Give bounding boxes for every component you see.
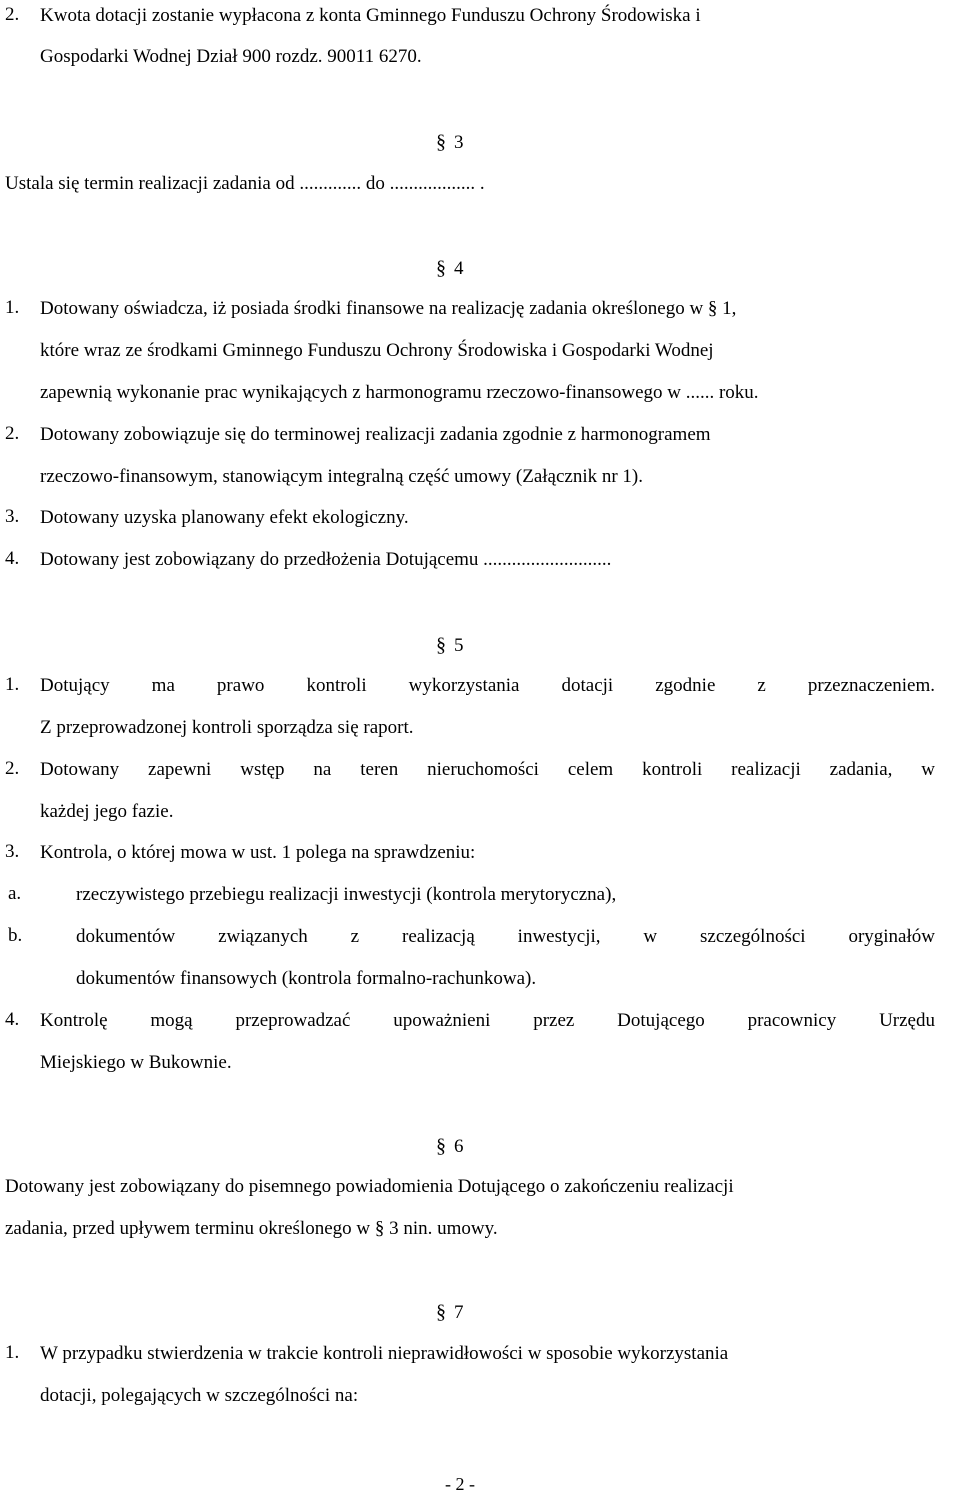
item-number: 1. (5, 674, 20, 695)
paragraph-line: zadania, przed upływem terminu określonego w § 3 nin. umowy. (5, 1218, 498, 1239)
paragraph-line: rzeczowo-finansowym, stanowiącym integralną część umowy (Załącznik nr 1). (40, 466, 644, 487)
section-symbol: § (436, 1301, 446, 1323)
paragraph-line: Miejskiego w Bukownie. (40, 1052, 232, 1073)
paragraph-line: dokumentów związanych z realizacją inwestycji, w szczególności oryginałów (76, 926, 935, 947)
section-symbol: § (436, 257, 446, 279)
paragraph-line: Z przeprowadzonej kontroli sporządza się raport. (40, 717, 414, 738)
paragraph-line: Dotowany uzyska planowany efekt ekologiczny. (40, 507, 409, 528)
section-number: 5 (454, 635, 464, 656)
paragraph-line: Dotowany zapewni wstęp na teren nieruchomości celem kontroli realizacji zadania, w (40, 759, 935, 780)
section-heading-6 (436, 1134, 464, 1159)
item-number: 4. (5, 548, 20, 569)
item-number: 1. (5, 297, 20, 318)
section-number: 3 (454, 132, 464, 153)
paragraph-line: Dotowany oświadcza, iż posiada środki finansowe na realizację zadania określonego w § 1, (40, 298, 737, 319)
paragraph-line: Ustala się termin realizacji zadania od ............. do .................. . (5, 173, 485, 194)
subitem-letter: a. (8, 883, 22, 904)
paragraph-line: Dotujący ma prawo kontroli wykorzystania dotacji zgodnie z przeznaczeniem. (40, 675, 935, 696)
paragraph-line: dokumentów finansowych (kontrola formalno-rachunkowa). (76, 968, 537, 989)
item-number: 3. (5, 506, 20, 527)
section-symbol: § (436, 634, 446, 656)
paragraph-line: Kwota dotacji zostanie wypłacona z konta Gminnego Funduszu Ochrony Środowiska i (40, 5, 701, 26)
paragraph-line: dotacji, polegających w szczególności na: (40, 1385, 359, 1406)
paragraph-line: rzeczywistego przebiegu realizacji inwestycji (kontrola merytoryczna), (76, 884, 617, 905)
section-number: 7 (454, 1302, 464, 1323)
paragraph-line: Kontrolę mogą przeprowadzać upoważnieni przez Dotującego pracownicy Urzędu (40, 1010, 935, 1031)
section-number: 4 (454, 258, 464, 279)
subitem-letter: b. (8, 925, 23, 946)
paragraph-line: Kontrola, o której mowa w ust. 1 polega na sprawdzeniu: (40, 842, 476, 863)
item-number: 3. (5, 841, 20, 862)
item-number: 4. (5, 1009, 20, 1030)
section-heading-7 (436, 1300, 464, 1325)
section-heading-3 (436, 130, 464, 155)
paragraph-line: Dotowany jest zobowiązany do pisemnego powiadomienia Dotującego o zakończeniu realizacji (5, 1176, 734, 1197)
section-symbol: § (436, 131, 446, 153)
item-number: 2. (5, 758, 20, 779)
paragraph-line: Dotowany jest zobowiązany do przedłożenia Dotującemu ........................... (40, 549, 612, 570)
paragraph-line: Gospodarki Wodnej Dział 900 rozdz. 90011 6270. (40, 46, 422, 67)
paragraph-line: które wraz ze środkami Gminnego Funduszu Ochrony Środowiska i Gospodarki Wodnej (40, 340, 714, 361)
item-number: 2. (5, 4, 20, 25)
paragraph-line: każdej jego fazie. (40, 801, 174, 822)
section-heading-5 (436, 633, 464, 658)
section-symbol: § (436, 1135, 446, 1157)
section-heading-4 (436, 256, 464, 281)
item-number: 1. (5, 1342, 20, 1363)
paragraph-line: Dotowany zobowiązuje się do terminowej realizacji zadania zgodnie z harmonogramem (40, 424, 711, 445)
section-number: 6 (454, 1136, 464, 1157)
page-number: - 2 - (445, 1474, 475, 1494)
item-number: 2. (5, 423, 20, 444)
paragraph-line: zapewnią wykonanie prac wynikających z harmonogramu rzeczowo-finansowego w ...... roku. (40, 382, 759, 403)
paragraph-line: W przypadku stwierdzenia w trakcie kontroli nieprawidłowości w sposobie wykorzystania (40, 1343, 729, 1364)
